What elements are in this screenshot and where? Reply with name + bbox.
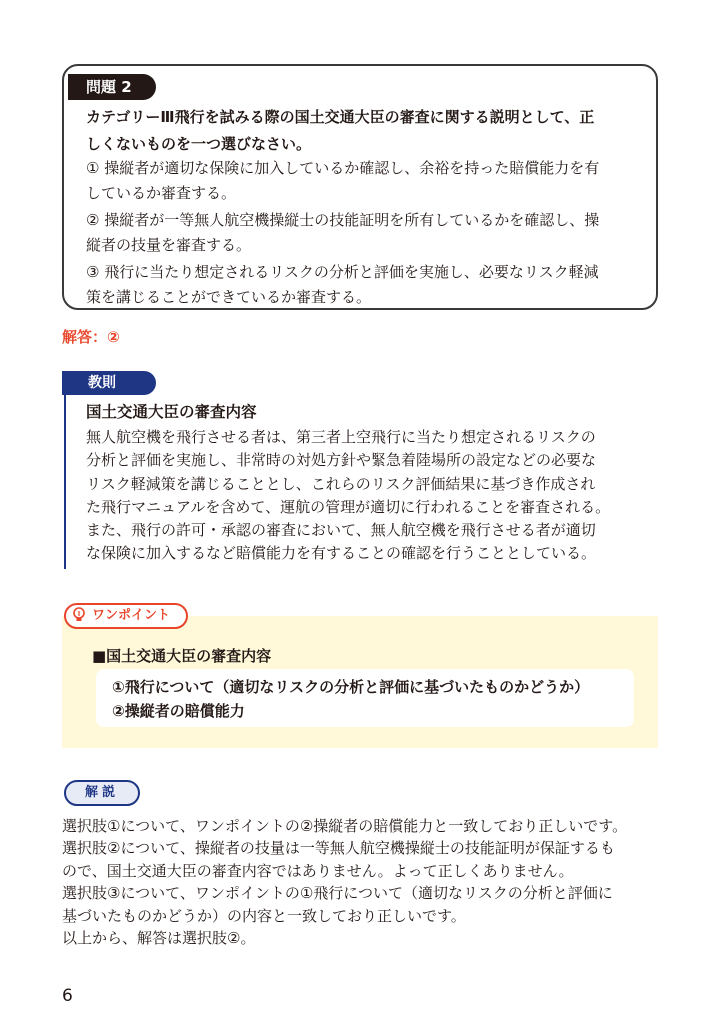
explanation-line: 以上から、解答は選択肢②。 — [62, 929, 256, 948]
option-line: 縦者の技量を審査する。 — [86, 236, 252, 254]
rule-side-bar — [64, 395, 66, 569]
rule-line: 無人航空機を飛行させる者は、第三者上空飛行に当たり想定されるリスクの — [86, 428, 596, 446]
question-prompt-line: しくないものを一つ選びなさい。 — [86, 134, 312, 153]
one-point-item: ②操縦者の賠償能力 — [112, 702, 245, 720]
explanation-line: ので、国土交通大臣の審査内容ではありません。よって正しくありません。 — [62, 861, 574, 880]
lightbulb-icon — [70, 606, 88, 624]
question-prompt — [86, 104, 638, 157]
rule-line: 分析と評価を実施し、非常時の対処方針や緊急着陸場所の設定などの必要な — [86, 451, 597, 470]
rule-body — [86, 426, 646, 566]
option-line: ① 操縦者が適切な保険に加入しているか確認し、余裕を持った賠償能力を有 — [86, 159, 600, 177]
explanation-tab: 解説 — [64, 780, 140, 806]
explanation-line: 選択肢③について、ワンポイントの①飛行について（適切なリスクの分析と評価に — [62, 884, 613, 903]
option-line: ② 操縦者が一等無人航空機操縦士の技能証明を所有しているかを確認し、操 — [86, 211, 600, 229]
option-line: ③ 飛行に当たり想定されるリスクの分析と評価を実施し、必要なリスク軽減 — [86, 263, 599, 281]
question-tab: 問題 2 — [68, 74, 156, 100]
rule-heading: 国土交通大臣の審査内容 — [86, 403, 257, 421]
rule-line: リスク軽減策を講じることとし、これらのリスク評価結果に基づき作成され — [86, 474, 596, 493]
rule-line: な保険に加入するなど賠償能力を有することの確認を行うこととしている。 — [86, 544, 597, 563]
explanation-line: 選択肢②について、操縦者の技量は一等無人航空機操縦士の技能証明が保証するも — [62, 839, 615, 858]
option-line: しているか審査する。 — [86, 184, 237, 202]
one-point-tab: ワンポイント — [64, 603, 188, 629]
answer-text: 解答：② — [62, 328, 120, 346]
one-point-items — [112, 675, 589, 723]
question-prompt-line: カテゴリーⅢ飛行を試みる際の国土交通大臣の審査に関する説明として、正 — [86, 108, 595, 126]
option-line: 策を講じることができているか審査する。 — [86, 288, 372, 306]
rule-line: た飛行マニュアルを含めて、運航の管理が適切に行われることを審査される。 — [86, 497, 611, 516]
one-point-heading: ■国土交通大臣の審査内容 — [92, 647, 272, 665]
explanation-line: 基づいたものかどうか）の内容と一致しており正しいです。 — [62, 906, 466, 925]
explanation-body — [62, 815, 662, 949]
question-options — [86, 156, 638, 310]
rule-tab: 教則 — [62, 371, 156, 395]
one-point-item: ①飛行について（適切なリスクの分析と評価に基づいたものかどうか） — [112, 678, 590, 696]
rule-line: また、飛行の許可・承認の審査において、無人航空機を飛行させる者が適切 — [86, 521, 596, 540]
explanation-line: 選択肢①について、ワンポイントの②操縦者の賠償能力と一致しており正しいです。 — [62, 817, 628, 835]
page-number: 6 — [62, 986, 73, 1006]
